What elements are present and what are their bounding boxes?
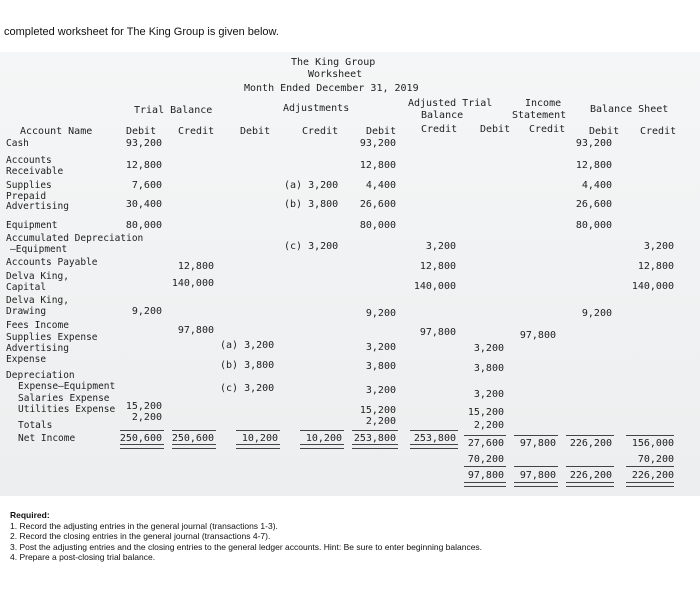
company-name: The King Group	[291, 57, 376, 68]
worksheet-period: Month Ended December 31, 2019	[244, 83, 419, 94]
is-debit-final: 97,800	[467, 470, 504, 481]
account-payable: Accounts Payable	[6, 257, 98, 268]
account-drawing-line1: Delva King,	[6, 295, 69, 306]
atb-credit-total: 253,800	[413, 433, 456, 444]
atb-debit-total: 253,800	[353, 433, 396, 444]
adj-debit-total: 10,200	[241, 433, 278, 444]
head-atb-debit: Debit	[366, 126, 397, 137]
dbl-tb-credit	[172, 444, 216, 449]
rule-adj-debit	[236, 430, 280, 431]
account-prepaid-line2: Advertising	[6, 201, 69, 212]
account-equipment: Equipment	[6, 220, 58, 231]
rule-bs-debit	[566, 435, 614, 436]
dbl-is-credit-final	[514, 482, 558, 487]
atb-debit-supplies: 4,400	[365, 180, 396, 191]
rule-is-debit-final	[464, 466, 506, 467]
atb-credit-accdep: 3,200	[425, 241, 456, 252]
bs-debit-prepaid: 26,600	[575, 199, 612, 210]
bs-debit-supplies: 4,400	[581, 180, 612, 191]
is-debit-dep-expense: 3,200	[473, 389, 504, 400]
rule-atb-credit	[410, 430, 458, 431]
col-adjusted-balance: Balance	[421, 110, 464, 121]
account-utilities-expense: Utilities Expense	[18, 404, 116, 415]
head-adj-credit: Credit	[302, 126, 339, 137]
col-adjustments: Adjustments	[283, 103, 350, 114]
head-adj-debit: Debit	[240, 126, 271, 137]
atb-debit-adv-expense: 3,800	[365, 361, 396, 372]
bs-credit-payable: 12,800	[637, 261, 674, 272]
account-supplies: Supplies	[6, 180, 52, 191]
is-debit-salaries: 15,200	[467, 407, 504, 418]
tb-credit-payable: 12,800	[177, 261, 214, 272]
tb-debit-utilities: 2,200	[131, 412, 162, 423]
required-item: 4. Prepare a post-closing trial balance.	[10, 552, 156, 562]
bs-credit-accdep: 3,200	[643, 241, 674, 252]
bs-debit-equipment: 80,000	[575, 220, 612, 231]
head-bs-credit: Credit	[640, 126, 677, 137]
tb-debit-equipment: 80,000	[125, 220, 162, 231]
adj-credit-prepaid: (b) 3,800	[284, 199, 339, 210]
col-income: Income	[525, 98, 562, 109]
account-ar-line1: Accounts	[6, 155, 52, 166]
dbl-bs-debit-final	[566, 482, 614, 487]
head-atb-credit: Credit	[421, 124, 458, 135]
adj-debit-supplies-expense: (a) 3,200	[220, 340, 275, 351]
bs-debit-total: 226,200	[569, 438, 612, 449]
is-debit-adv-expense: 3,800	[473, 363, 504, 374]
atb-credit-fees: 97,800	[419, 327, 456, 338]
atb-debit-prepaid: 26,600	[359, 199, 396, 210]
tb-credit-capital: 140,000	[171, 278, 214, 289]
is-debit-total: 27,600	[467, 438, 504, 449]
bs-credit-capital: 140,000	[631, 281, 674, 292]
rule-bs-credit	[626, 435, 674, 436]
bs-debit-drawing: 9,200	[581, 308, 612, 319]
is-credit-total: 97,800	[519, 438, 556, 449]
account-accdep-line2: —Equipment	[10, 244, 68, 255]
account-dep-expense-line1: Depreciation	[6, 370, 75, 381]
account-accdep-line1: Accumulated Depreciation	[6, 233, 144, 244]
head-bs-debit: Debit	[589, 126, 620, 137]
intro-text: completed worksheet for The King Group is given below.	[4, 26, 279, 38]
account-totals: Totals	[18, 420, 53, 431]
adj-credit-total: 10,200	[305, 433, 342, 444]
required-item: 1. Record the adjusting entries in the general journal (transactions 1-3).	[10, 520, 278, 531]
atb-debit-equipment: 80,000	[359, 220, 396, 231]
rule-adj-credit	[300, 430, 344, 431]
bs-debit-ar: 12,800	[575, 160, 612, 171]
col-trial-balance: Trial Balance	[134, 105, 213, 116]
adj-credit-accdep: (c) 3,200	[284, 241, 339, 252]
tb-credit-total: 250,600	[171, 433, 214, 444]
rule-is-credit-final	[514, 466, 558, 467]
required-item: 3. Post the adjusting entries and the closing entries to the general ledger accounts. Hint: Be sure to enter beginning balances.	[10, 541, 483, 552]
is-credit-fees: 97,800	[519, 330, 556, 341]
is-debit-net-income: 70,200	[467, 454, 504, 465]
atb-debit-utilities: 2,200	[365, 416, 396, 427]
tb-debit-drawing: 9,200	[131, 306, 162, 317]
rule-is-credit	[514, 435, 558, 436]
tb-credit-fees: 97,800	[177, 325, 214, 336]
atb-debit-dep-expense: 3,200	[365, 385, 396, 396]
account-supplies-expense: Supplies Expense	[6, 332, 98, 343]
atb-debit-drawing: 9,200	[365, 308, 396, 319]
account-adv-expense-line1: Advertising	[6, 343, 69, 354]
tb-debit-cash: 93,200	[125, 138, 162, 149]
col-adjusted-trial: Adjusted Trial	[408, 98, 493, 109]
bs-debit-final: 226,200	[569, 470, 612, 481]
tb-debit-ar: 12,800	[125, 160, 162, 171]
account-prepaid-line1: Prepaid	[6, 191, 47, 202]
adj-credit-supplies: (a) 3,200	[284, 180, 339, 191]
rule-atb-debit	[352, 430, 398, 431]
tb-debit-prepaid: 30,400	[125, 199, 162, 210]
dbl-tb-debit	[120, 444, 164, 449]
dbl-adj-debit	[236, 444, 280, 449]
dbl-is-debit-final	[464, 482, 506, 487]
account-salaries-expense: Salaries Expense	[18, 393, 110, 404]
account-ar-line2: Receivable	[6, 166, 64, 177]
account-drawing-line2: Drawing	[6, 306, 47, 317]
tb-debit-supplies: 7,600	[131, 180, 162, 191]
rule-tb-credit	[172, 430, 216, 431]
is-credit-final: 97,800	[519, 470, 556, 481]
required-title: Required:	[10, 510, 50, 520]
dbl-bs-credit-final	[626, 482, 674, 487]
bs-credit-net-income: 70,200	[637, 454, 674, 465]
tb-debit-salaries: 15,200	[125, 401, 162, 412]
rule-bs-credit-final	[626, 466, 674, 467]
is-debit-supplies-expense: 3,200	[473, 343, 504, 354]
dbl-atb-credit	[410, 444, 458, 449]
bs-debit-cash: 93,200	[575, 138, 612, 149]
col-income-statement: Statement	[512, 110, 567, 121]
tb-debit-total: 250,600	[119, 433, 162, 444]
account-capital-line2: Capital	[6, 282, 47, 293]
col-account-name: Account Name	[20, 126, 93, 137]
atb-credit-capital: 140,000	[413, 281, 456, 292]
head-is-debit: Debit	[480, 124, 511, 135]
adj-debit-adv-expense: (b) 3,800	[220, 360, 275, 371]
atb-credit-payable: 12,800	[419, 261, 456, 272]
is-debit-utilities: 2,200	[473, 420, 504, 431]
account-net-income: Net Income	[18, 433, 76, 444]
account-cash: Cash	[6, 138, 29, 149]
account-fees-income: Fees Income	[6, 320, 69, 331]
dbl-atb-debit	[352, 444, 398, 449]
account-dep-expense-line2: Expense—Equipment	[18, 381, 116, 392]
bs-credit-final: 226,200	[631, 470, 674, 481]
head-is-credit: Credit	[529, 124, 566, 135]
atb-debit-supplies-expense: 3,200	[365, 342, 396, 353]
col-balance-sheet: Balance Sheet	[590, 104, 669, 115]
atb-debit-salaries: 15,200	[359, 405, 396, 416]
rule-bs-debit-final	[566, 466, 614, 467]
bs-credit-total: 156,000	[631, 438, 674, 449]
atb-debit-cash: 93,200	[359, 138, 396, 149]
adj-debit-dep-expense: (c) 3,200	[220, 383, 275, 394]
worksheet-title: Worksheet	[308, 69, 363, 80]
account-capital-line1: Delva King,	[6, 271, 69, 282]
rule-is-debit	[464, 435, 506, 436]
head-tb-debit: Debit	[126, 126, 157, 137]
dbl-adj-credit	[300, 444, 344, 449]
rule-tb-debit	[120, 430, 164, 431]
atb-debit-ar: 12,800	[359, 160, 396, 171]
account-adv-expense-line2: Expense	[6, 354, 47, 365]
worksheet	[0, 52, 700, 496]
head-tb-credit: Credit	[178, 126, 215, 137]
required-section	[10, 510, 482, 563]
required-item: 2. Record the closing entries in the general journal (transactions 4-7).	[10, 531, 271, 541]
